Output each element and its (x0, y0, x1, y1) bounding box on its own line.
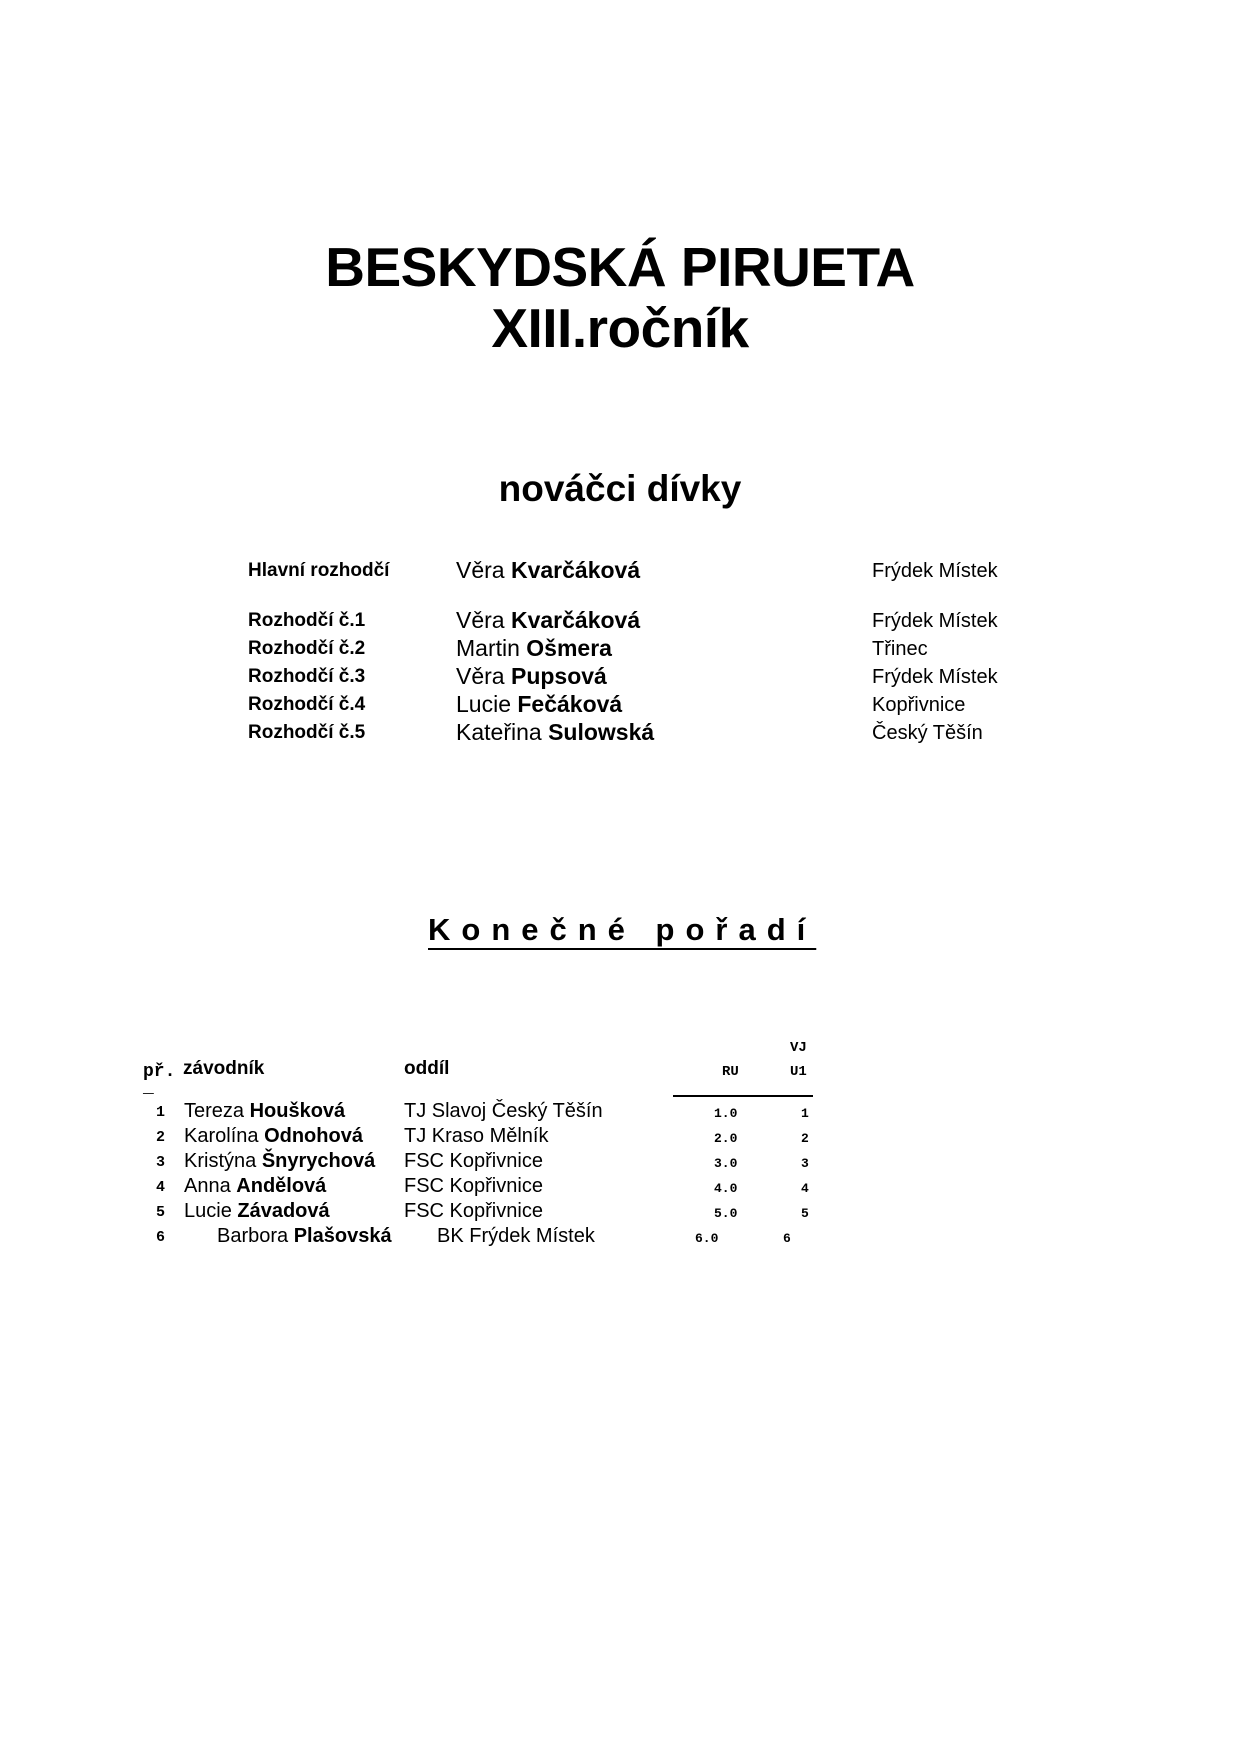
judge-name (456, 663, 607, 690)
judge-first-name: Lucie (456, 691, 511, 717)
judge-city: Třinec (872, 638, 928, 660)
competitor-first-name: Kristýna (184, 1150, 257, 1172)
rank-cell: 4 (156, 1179, 166, 1196)
judge-first-name: Martin (456, 635, 520, 661)
category-title: nováčci dívky (498, 468, 742, 509)
u1-cell: 2 (801, 1131, 809, 1146)
judge-first-name: Kateřina (456, 719, 542, 745)
judge-last-name: Kvarčáková (510, 557, 641, 583)
judge-first-name: Věra (456, 663, 505, 689)
judge-city: Frýdek Místek (872, 666, 998, 688)
judge-city: Kopřivnice (872, 694, 966, 716)
judge-last-name: Fečáková (517, 691, 623, 717)
rank-cell: 3 (156, 1154, 166, 1171)
competitor-first-name: Barbora (217, 1225, 289, 1247)
club-cell: FSC Kopřivnice (404, 1150, 543, 1172)
ru-cell: 5.0 (714, 1206, 738, 1221)
competitor-last-name: Andělová (236, 1175, 327, 1197)
judge-city: Český Těšín (872, 722, 983, 744)
judge-row-chief (0, 557, 1240, 585)
club-cell: BK Frýdek Místek (437, 1225, 595, 1247)
judge-role: Hlavní rozhodčí (248, 560, 390, 581)
judge-last-name: Pupsová (510, 663, 607, 689)
competitor-cell (217, 1225, 392, 1248)
judge-role: Rozhodčí č.3 (248, 666, 366, 687)
judge-row-5 (0, 719, 1240, 747)
u1-cell: 5 (801, 1206, 809, 1221)
rank-cell: 2 (156, 1129, 166, 1146)
competitor-last-name: Houšková (249, 1100, 346, 1122)
table-row (0, 1150, 1240, 1176)
competitor-first-name: Lucie (184, 1200, 232, 1222)
table-row (0, 1100, 1240, 1126)
ru-cell: 3.0 (714, 1156, 738, 1171)
rank-cell: 6 (156, 1229, 166, 1246)
competitor-cell (184, 1200, 330, 1223)
competitor-last-name: Šnyrychová (261, 1150, 376, 1172)
u1-cell: 1 (801, 1106, 809, 1121)
table-row (0, 1200, 1240, 1226)
u1-cell: 3 (801, 1156, 809, 1171)
u1-cell: 4 (801, 1181, 809, 1196)
column-header-competitor: závodník (183, 1058, 265, 1079)
table-row (0, 1175, 1240, 1201)
judge-last-name: Sulowská (548, 719, 655, 745)
judge-name (456, 635, 612, 662)
judge-row-1 (0, 607, 1240, 635)
judge-last-name: Kvarčáková (510, 607, 641, 633)
column-header-rank-underline: _ (143, 1078, 154, 1098)
competitor-cell (184, 1150, 375, 1173)
u1-cell: 6 (783, 1231, 791, 1246)
event-title: BESKYDSKÁ PIRUETA (325, 236, 915, 298)
table-row (0, 1125, 1240, 1151)
table-row (0, 1225, 1240, 1251)
club-cell: FSC Kopřivnice (404, 1200, 543, 1222)
judge-name (456, 719, 654, 746)
competitor-cell (184, 1125, 363, 1148)
rank-cell: 1 (156, 1104, 166, 1121)
judge-role: Rozhodčí č.1 (248, 610, 366, 631)
judge-last-name: Ošmera (526, 635, 612, 661)
competitor-last-name: Plašovská (293, 1225, 392, 1247)
ru-cell: 1.0 (714, 1106, 738, 1121)
judge-name (456, 607, 640, 634)
judge-first-name: Věra (456, 607, 505, 633)
club-cell: TJ Kraso Mělník (404, 1125, 549, 1147)
competitor-cell (184, 1175, 326, 1198)
competitor-cell (184, 1100, 345, 1123)
column-header-u1: U1 (790, 1064, 807, 1080)
ru-cell: 4.0 (714, 1181, 738, 1196)
judge-role: Rozhodčí č.5 (248, 722, 366, 743)
column-header-vj: VJ (790, 1040, 807, 1056)
column-header-rank: př. (143, 1062, 176, 1082)
column-header-club: oddíl (404, 1058, 450, 1079)
competitor-first-name: Tereza (184, 1100, 245, 1122)
club-cell: FSC Kopřivnice (404, 1175, 543, 1197)
judge-first-name: Věra (456, 557, 505, 583)
competitor-last-name: Závadová (237, 1200, 330, 1222)
judge-row-2 (0, 635, 1240, 663)
competitor-last-name: Odnohová (264, 1125, 363, 1147)
judge-city: Frýdek Místek (872, 610, 998, 632)
competitor-first-name: Karolína (184, 1125, 259, 1147)
judge-role: Rozhodčí č.4 (248, 694, 366, 715)
header-rule (673, 1095, 813, 1097)
rank-cell: 5 (156, 1204, 166, 1221)
judge-city: Frýdek Místek (872, 560, 998, 582)
club-cell: TJ Slavoj Český Těšín (404, 1100, 603, 1122)
judge-name (456, 691, 622, 718)
judge-role: Rozhodčí č.2 (248, 638, 366, 659)
event-edition: XIII.ročník (491, 297, 749, 359)
judge-row-3 (0, 663, 1240, 691)
judge-row-4 (0, 691, 1240, 719)
competitor-first-name: Anna (184, 1175, 231, 1197)
ru-cell: 6.0 (695, 1231, 719, 1246)
results-heading: Konečné pořadí (428, 912, 817, 947)
ru-cell: 2.0 (714, 1131, 738, 1146)
judge-name (456, 557, 640, 584)
column-header-ru: RU (722, 1064, 739, 1080)
